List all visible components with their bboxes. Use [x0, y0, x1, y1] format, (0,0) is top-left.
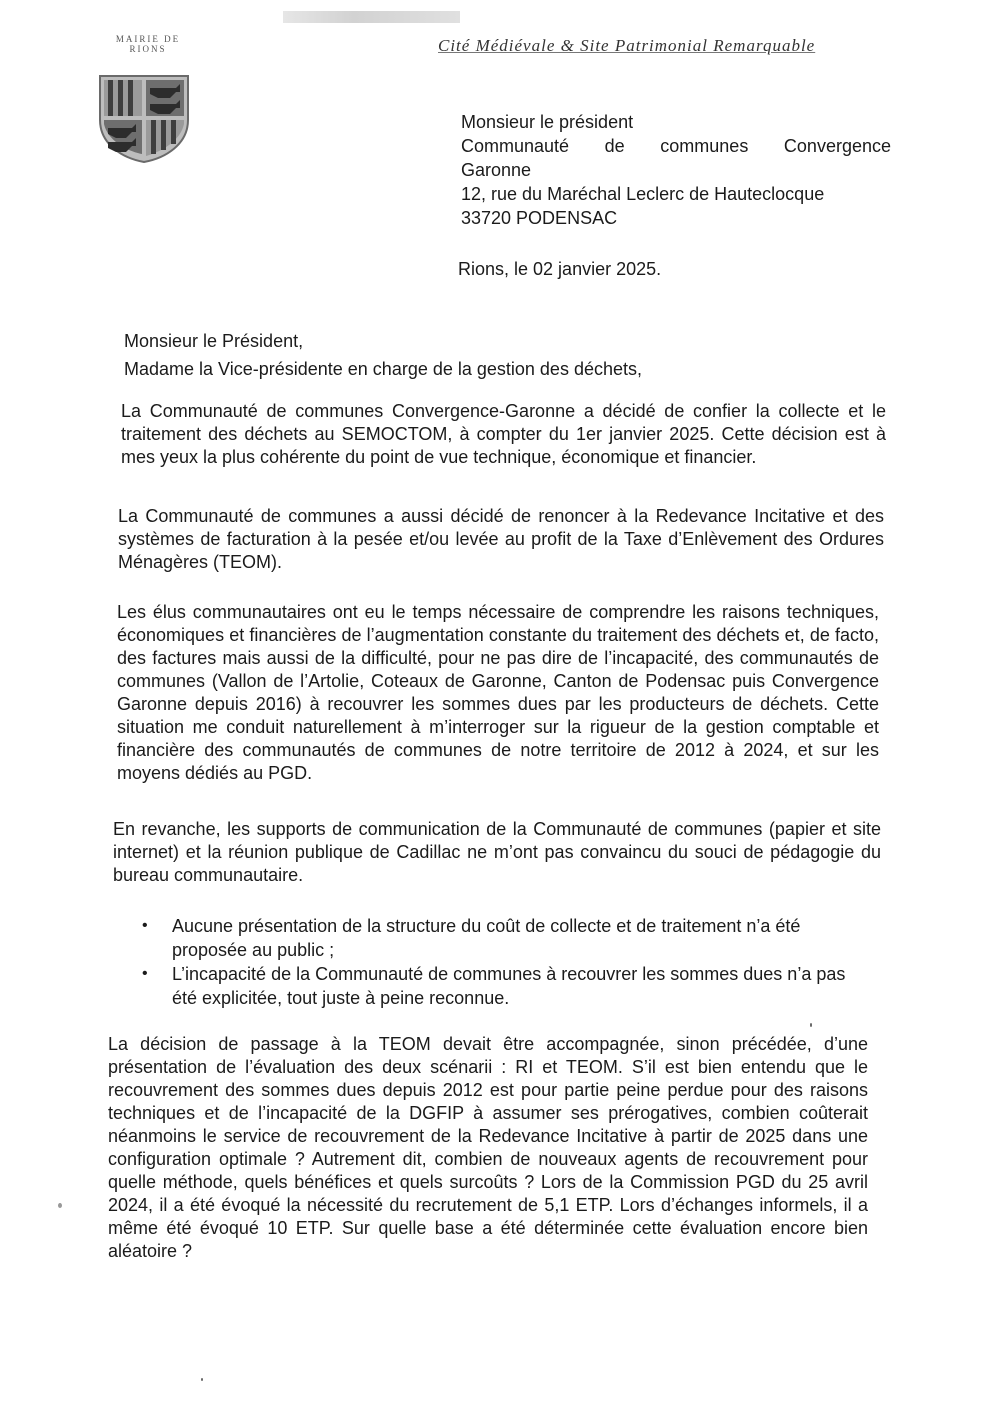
bullet-text: L’incapacité de la Communauté de communes à recouvrer les sommes dues n’a pas été explicitée, tout juste à peine reconnue. — [172, 964, 846, 1008]
paragraph-teom: La Communauté de communes a aussi décidé de renoncer à la Redevance Incitative et des systèmes de facturation à la pesée et/ou levée au profit de la Taxe d’Enlèvement des Ordures Ménagères (TEOM). — [118, 506, 884, 572]
scan-speck — [201, 1378, 203, 1381]
scan-speck — [810, 1023, 812, 1027]
recipient-organization-cont: Garonne — [461, 160, 532, 180]
letter-date: Rions, le 02 janvier 2025. — [458, 259, 662, 279]
scan-speck — [58, 1203, 62, 1208]
list-item — [140, 914, 872, 962]
salutation — [124, 327, 844, 383]
recipient-title: Monsieur le président — [461, 112, 634, 132]
list-item — [140, 962, 872, 1010]
recipient-street: 12, rue du Maréchal Leclerc de Hauteclocque — [461, 184, 825, 204]
municipal-logo — [96, 34, 200, 164]
salutation-line-vice-president: Madame la Vice-présidente en charge de la gestion des déchets, — [124, 359, 642, 379]
recipient-city: 33720 PODENSAC — [461, 208, 618, 228]
scan-artifact — [283, 11, 460, 23]
bullet-icon: • — [142, 965, 148, 982]
bullet-icon: • — [142, 917, 148, 934]
paragraph-scenarii: La décision de passage à la TEOM devait être accompagnée, sinon précédée, d’une présentation de l’évaluation des deux scénarii : RI et TEOM. S’il est bien entendu que le recouvrement des sommes dues depuis 2012 est pour partie peine perdue pour des raisons techniques et de l’incapacité de la DGFIP à assumer ses prérogatives, combien coûterait néanmoins le service de recouvrement de la Redevance Incitative à partir de 2025 dans une configuration optimale ? Autrement dit, combien de nouveaux agents de recouvrement pour quelle méthode, quels bénéfices et quels surcoûts ? Lors de la Commission PGD du 25 avril 2024, il a été évoqué la nécessité du recrutement de 5,1 ETP. Lors d’échanges informels, il a même été évoqué 10 ETP. Sur quelle base a été déterminée cette évaluation encore bien aléatoire ? — [108, 1034, 868, 1261]
recipient-organization: Communauté de communes Convergence — [461, 136, 891, 156]
bullet-text: Aucune présentation de la structure du coût de collecte et de traitement n’a été proposée au public ; — [172, 916, 801, 960]
coat-of-arms-icon — [98, 74, 190, 164]
logo-text: MAIRIE DE RIONS — [115, 34, 181, 54]
paragraph-elus: Les élus communautaires ont eu le temps nécessaire de comprendre les raisons techniques, économiques et financières de l’augmentation constante du traitement des déchets et, de facto, des factures mais aussi de la difficulté, pour ne pas dire de l’incapacité, des communautés de communes (Vallon de l’Artolie, Coteaux de Garonne, Canton de Podensac puis Convergence Garonne depuis 2016) à recouvrer les sommes dues par les producteurs de déchets. Cette situation me conduit naturellement à m’interroger sur la rigueur de la gestion comptable et financière des communautés de communes de notre territoire de 2012 à 2024, et sur les moyens dédiés au PGD. — [117, 602, 879, 783]
bullet-list — [140, 914, 872, 1010]
recipient-address — [461, 110, 891, 230]
paragraph-semoctom: La Communauté de communes Convergence-Garonne a décidé de confier la collecte et le traitement des déchets au SEMOCTOM, à compter du 1er janvier 2025. Cette décision est à mes yeux la plus cohérente du point de vue technique, économique et financier. — [121, 401, 886, 467]
salutation-line-president: Monsieur le Président, — [124, 331, 304, 351]
paragraph-communication: En revanche, les supports de communication de la Communauté de communes (papier et site internet) et la réunion publique de Cadillac ne m’ont pas convaincu du souci de pédagogie du bureau communautaire. — [113, 819, 881, 885]
town-motto: Cité Médiévale & Site Patrimonial Remarquable — [438, 36, 816, 55]
